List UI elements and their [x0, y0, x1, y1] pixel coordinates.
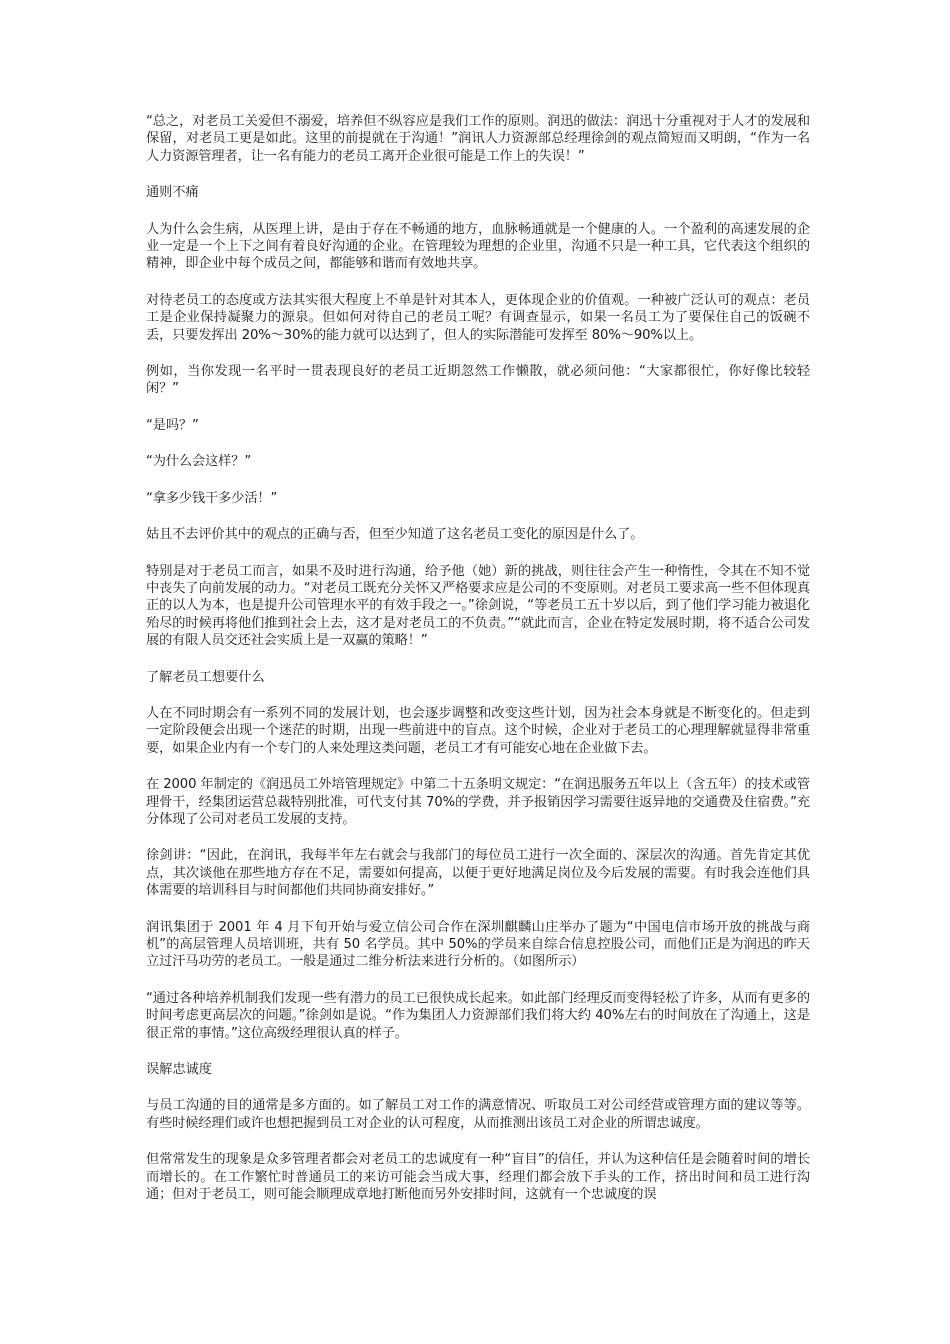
- dialogue-line: “拿多少钱干多少活！”: [146, 490, 278, 506]
- paragraph: 与员工沟通的目的通常是多方面的。如了解员工对工作的满意情况、听取员工对公司经营或管理方面的建议等等。有些时候经理们或许也想把握到员工对企业的认可程度，从而推测出该员工对企业的所谓忠诚度。: [146, 1098, 810, 1131]
- paragraph: 例如，当你发现一名平时一贯表现良好的老员工近期忽然工作懒散，就必须问他：“大家都很忙，你好像比较轻闲？”: [146, 364, 810, 397]
- document-page: [146, 113, 810, 1222]
- paragraph: 人在不同时期会有一系列不同的发展计划，也会逐步调整和改变这些计划，因为社会本身就是不断变化的。但走到一定阶段便会出现一个迷茫的时期，出现一些前进中的盲点。这个时候，企业对于老员工的心理理解就显得非常重要，如果企业内有一个专门的人来处理这类问题，老员工才有可能安心地在企业做下去。: [146, 705, 810, 756]
- paragraph: 徐剑讲：“因此，在润讯，我每半年左右就会与我部门的每位员工进行一次全面的、深层次的沟通。首先肯定其优点，其次谈他在那些地方存在不足，需要如何提高，以便于更好地满足岗位及今后发展的需要。有时我会连他们具体需要的培训科目与时间都他们共同协商安排好。”: [146, 848, 810, 899]
- paragraph: “通过各种培养机制我们发现一些有潜力的员工已很快成长起来。如此部门经理反而变得轻松了许多，从而有更多的时间考虑更高层次的问题。”徐剑如是说。“作为集团人力资源部们我们将大约 40%左右的时间放在了沟通上，这是很正常的事情。”这位高级经理很认真的样子。: [146, 990, 810, 1041]
- section-heading: 了解老员工想要什么: [146, 669, 265, 685]
- section-heading: 误解忠诚度: [146, 1062, 212, 1078]
- dialogue-line: “为什么会这样？”: [146, 454, 252, 470]
- paragraph: 特别是对于老员工而言，如果不及时进行沟通，给予他（她）新的挑战，则往往会产生一种惰性，令其在不知不觉中丧失了向前发展的动力。“对老员工既充分关怀又严格要求应是公司的不变原则。对老员工要求高一些不但体现真正的以人为本，也是提升公司管理水平的有效手段之一。”徐剑说，“等老员工五十岁以后，到了他们学习能力被退化殆尽的时候再将他们推到社会上去，这才是对老员工的不负责。”“就此而言，企业在特定发展时期，将不适合公司发展的有限人员交还社会实质上是一双赢的策略！”: [146, 563, 810, 649]
- paragraph: 对待老员工的态度或方法其实很大程度上不单是针对其本人，更体现企业的价值观。一种被广泛认可的观点：老员工是企业保持凝聚力的源泉。但如何对待自己的老员工呢？有调查显示，如果一名员工为了要保住自己的饭碗不丢，只要发挥出 20%～30%的能力就可以达到了，但人的实际潜能可发挥至 80%～90%以上。: [146, 292, 810, 343]
- dialogue-line: “是吗？”: [146, 417, 199, 433]
- paragraph: 人为什么会生病，从医理上讲，是由于存在不畅通的地方，血脉畅通就是一个健康的人。一个盈利的高速发展的企业一定是一个上下之间有着良好沟通的企业。在管理较为理想的企业里，沟通不只是一种工具，它代表这个组织的精神，即企业中每个成员之间，都能够和谐而有效地共享。: [146, 221, 810, 272]
- paragraph: 在 2000 年制定的《润迅员工外培管理规定》中第二十五条明文规定：“在润迅服务五年以上（含五年）的技术或管理骨干，经集团运营总裁特别批准，可代支付其 70%的学费，并予报销因学习需要往返异地的交通费及住宿费。”充分体现了公司对老员工发展的支持。: [146, 777, 810, 827]
- paragraph: 润讯集团于 2001 年 4 月下旬开始与爱立信公司合作在深圳麒麟山庄举办了题为“中国电信市场开放的挑战与商机”的高层管理人员培训班，共有 50 名学员。其中 50%的学员来自综合信息控股公司，而他们正是为润迅的昨天立过汗马功劳的老员工。一般是通过二维分析法来进行分析的。（如图所示）: [146, 919, 810, 970]
- paragraph: 姑且不去评价其中的观点的正确与否，但至少知道了这名老员工变化的原因是什么了。: [146, 527, 644, 543]
- paragraph: “总之，对老员工关爱但不溺爱，培养但不纵容应是我们工作的原则。润迅的做法：润迅十分重视对于人才的发展和保留，对老员工更是如此。这里的前提就在于沟通！”润讯人力资源部总经理徐剑的观点简短而又明朗，“作为一名人力资源管理者，让一名有能力的老员工离开企业很可能是工作上的失误！”: [146, 114, 810, 164]
- section-heading: 通则不痛: [146, 185, 199, 201]
- paragraph: 但常常发生的现象是众多管理者都会对老员工的忠诚度有一种“盲目”的信任，并认为这种信任是会随着时间的增长而增长的。在工作繁忙时普通员工的来访可能会当成大事，经理们都会放下手头的工作，挤出时间和员工进行沟通；但对于老员工，则可能会顺理成章地打断他而另外安排时间，这就有一个忠诚度的误: [146, 1152, 810, 1203]
